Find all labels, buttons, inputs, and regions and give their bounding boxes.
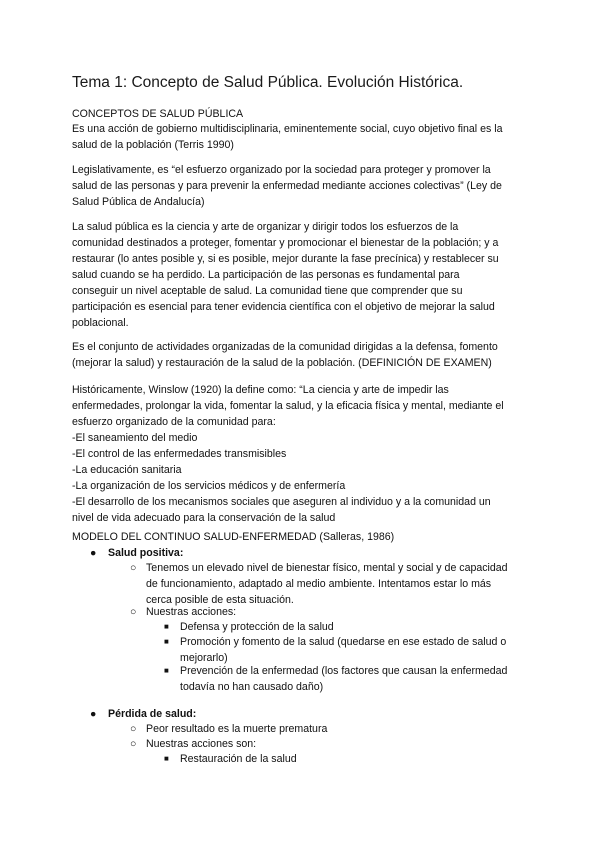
text-line: salud de las personas y para prevenir la enfermedad mediante acciones colectivas” (Ley de xyxy=(72,180,502,192)
text-line: conseguir un nivel aceptable de salud. La comunidad tiene que comprender que su xyxy=(72,285,463,297)
text-line: Históricamente, Winslow (1920) la define como: “La ciencia y arte de impedir las xyxy=(72,384,449,396)
bullet-circle-icon: ○ xyxy=(130,562,137,574)
text-line: nivel de vida adecuado para la conservación de la salud xyxy=(72,512,336,524)
bullet-square-icon: ■ xyxy=(164,637,169,646)
page-title: Tema 1: Concepto de Salud Pública. Evolución Histórica. xyxy=(72,74,464,91)
text-line: -El desarrollo de los mecanismos sociales que aseguren al individuo y a la comunidad un xyxy=(72,496,491,508)
text-line: participación es esencial para tener evidencia científica con el objetivo de mejorar la salud xyxy=(72,301,495,313)
paragraph-winslow xyxy=(72,382,532,526)
paragraph-legislativo xyxy=(72,162,532,210)
section-heading-modelo: MODELO DEL CONTINUO SALUD-ENFERMEDAD (Salleras, 1986) xyxy=(72,531,395,543)
text-line: La salud pública es la ciencia y arte de organizar y dirigir todos los esfuerzos de la xyxy=(72,221,459,233)
text-line: -El control de las enfermedades transmisibles xyxy=(72,448,287,460)
bullet-dot-icon: ● xyxy=(90,708,97,720)
text-line: Legislativamente, es “el esfuerzo organizado por la sociedad para proteger y promover la xyxy=(72,164,491,176)
paragraph-definicion-examen xyxy=(72,339,532,371)
text-line: -El saneamiento del medio xyxy=(72,432,198,444)
text-line: salud de la población (Terris 1990) xyxy=(72,139,234,151)
text-line: (mejorar la salud) y restauración de la salud de la población. (DEFINICIÓN DE EXAMEN) xyxy=(72,357,492,369)
bullet-square-icon: ■ xyxy=(164,666,169,675)
section-heading-conceptos: CONCEPTOS DE SALUD PÚBLICA xyxy=(72,108,244,120)
bullet-square-icon: ■ xyxy=(164,622,169,631)
text-line: Es una acción de gobierno multidisciplinaria, eminentemente social, cuyo objetivo final es la xyxy=(72,123,503,135)
text-line: restaurar (lo antes posible y, si es posible, mejor durante la fase precínica) y restablecer su xyxy=(72,253,499,265)
bullet-dot-icon: ● xyxy=(90,547,97,559)
bullet-circle-icon: ○ xyxy=(130,606,137,618)
text-line: Es el conjunto de actividades organizadas de la comunidad dirigidas a la defensa, fomento xyxy=(72,341,498,353)
text-line: Salud Pública de Andalucía) xyxy=(72,196,205,208)
bullet-square-icon: ■ xyxy=(164,754,169,763)
text-line: -La organización de los servicios médicos y de enfermería xyxy=(72,480,346,492)
text-line: salud cuando se ha perdido. La participación de las personas es fundamental para xyxy=(72,269,460,281)
paragraph-terris xyxy=(72,121,532,153)
text-line: poblacional. xyxy=(72,317,129,329)
paragraph-ciencia-arte xyxy=(72,219,532,331)
text-line: enfermedades, prolongar la vida, fomentar la salud, y la eficacia física y mental, mediante el xyxy=(72,400,504,412)
text-line: comunidad destinados a proteger, fomentar y promocionar el bienestar de la población; y a xyxy=(72,237,499,249)
bullet-circle-icon: ○ xyxy=(130,738,137,750)
bullet-circle-icon: ○ xyxy=(130,723,137,735)
text-line: esfuerzo organizado de la comunidad para: xyxy=(72,416,276,428)
text-line: -La educación sanitaria xyxy=(72,464,182,476)
